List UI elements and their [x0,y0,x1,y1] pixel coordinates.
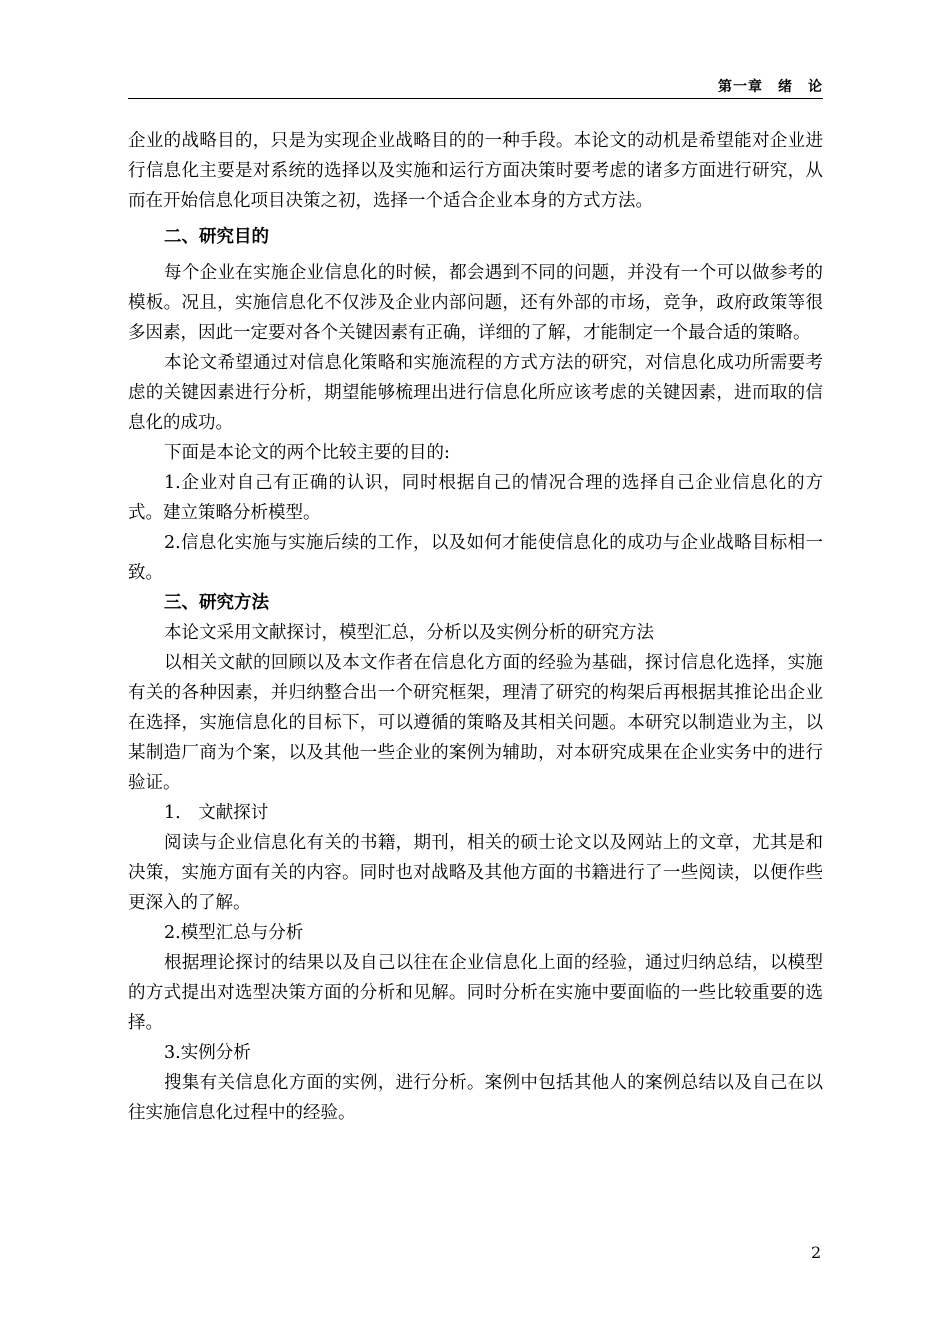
subheading: 1. 文献探讨 [164,803,269,823]
paragraph-continued: 企业的战略目的，只是为实现企业战略目的的一种手段。本论文的动机是希望能对企业进行信息化主要是对系统的选择以及实施和运行方面决策时要考虑的诸多方面进行研究，从而在开始信息化项目决策之初，选择一个适合企业本身的方式方法。 [128,131,823,211]
section-heading-research-method: 三、研究方法 [164,593,269,613]
paragraph: 根据理论探讨的结果以及自己以往在企业信息化上面的经验，通过归纳总结，以模型的方式提出对选型决策方面的分析和见解。同时分析在实施中要面临的一些比较重要的选择。 [128,953,823,1033]
paragraph: 本论文希望通过对信息化策略和实施流程的方式方法的研究，对信息化成功所需要考虑的关键因素进行分析，期望能够梳理出进行信息化所应该考虑的关键因素，进而取的信息化的成功。 [128,353,823,433]
paragraph: 搜集有关信息化方面的实例，进行分析。案例中包括其他人的案例总结以及自己在以往实施信息化过程中的经验。 [128,1073,823,1123]
list-item: 2.信息化实施与实施后续的工作，以及如何才能使信息化的成功与企业战略目标相一致。 [128,533,823,583]
paragraph: 本论文采用文献探讨，模型汇总，分析以及实例分析的研究方法 [164,623,654,643]
page-number: 2 [811,1243,822,1262]
running-header [128,78,823,99]
paragraph: 每个企业在实施企业信息化的时候，都会遇到不同的问题，并没有一个可以做参考的模板。况且，实施信息化不仅涉及企业内部问题，还有外部的市场，竞争，政府政策等很多因素，因此一定要对各个关键因素有正确，详细的了解，才能制定一个最合适的策略。 [128,263,823,343]
paragraph: 下面是本论文的两个比较主要的目的: [164,443,450,463]
paragraph: 以相关文献的回顾以及本文作者在信息化方面的经验为基础，探讨信息化选择，实施有关的各种因素，并归纳整合出一个研究框架，理清了研究的构架后再根据其推论出企业在选择，实施信息化的目标下，可以遵循的策略及其相关问题。本研究以制造业为主，以某制造厂商为个案，以及其他一些企业的案例为辅助，对本研究成果在企业实务中的进行验证。 [128,653,823,793]
list-item: 1.企业对自己有正确的认识，同时根据自己的情况合理的选择自己企业信息化的方式。建立策略分析模型。 [128,473,823,523]
body-text [128,126,823,1128]
subheading: 3.实例分析 [164,1043,251,1063]
subheading: 2.模型汇总与分析 [164,923,304,943]
section-heading-research-purpose: 二、研究目的 [164,227,269,247]
paragraph: 阅读与企业信息化有关的书籍，期刊，相关的硕士论文以及网站上的文章，尤其是和决策，实施方面有关的内容。同时也对战略及其他方面的书籍进行了一些阅读，以便作些更深入的了解。 [128,833,823,913]
chapter-title: 第一章 绪 论 [718,79,823,95]
